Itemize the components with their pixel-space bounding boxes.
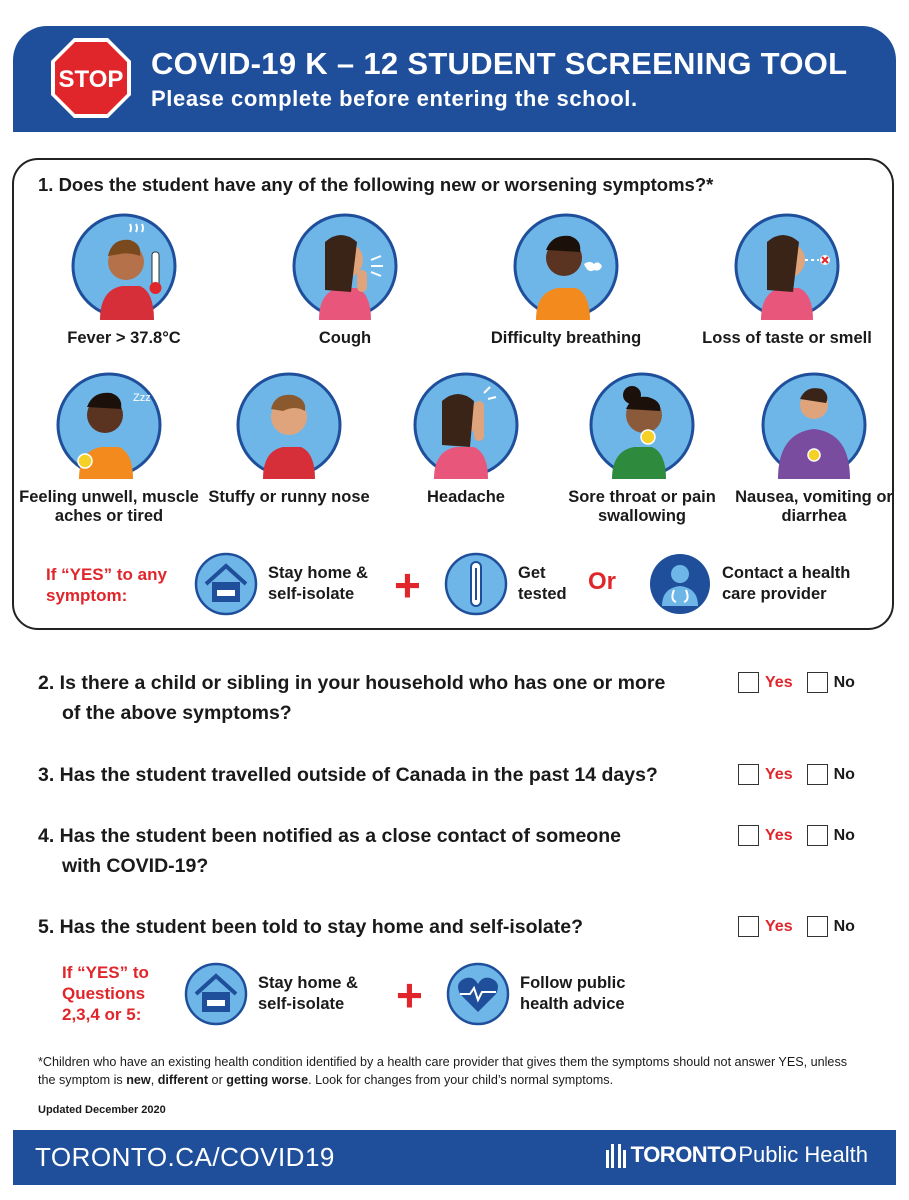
plus-sign: + xyxy=(396,969,423,1021)
question-2 xyxy=(38,668,728,728)
toronto-public-health-logo xyxy=(605,1142,868,1168)
page-subtitle: Please complete before entering the school. xyxy=(151,86,638,111)
or-label: Or xyxy=(588,568,617,595)
header-banner xyxy=(13,26,896,132)
footer-url[interactable]: TORONTO.CA/COVID19 xyxy=(35,1142,335,1172)
no-label: No xyxy=(833,826,855,844)
footnote-text: or xyxy=(208,1073,227,1087)
stop-sign-icon xyxy=(49,36,133,120)
symptom-label: Stuffy or runny nose xyxy=(208,488,370,506)
symptom-unwell xyxy=(9,371,209,526)
loss-of-taste-icon xyxy=(733,212,841,320)
question-1-box xyxy=(12,158,894,630)
logo-public-health: Public Health xyxy=(738,1142,868,1167)
yes-checkbox[interactable] xyxy=(738,672,759,693)
symptom-runny-nose xyxy=(189,371,389,507)
footnote xyxy=(38,1053,868,1089)
city-hall-icon xyxy=(605,1142,627,1168)
footer-banner xyxy=(13,1130,896,1185)
plus-sign: + xyxy=(394,559,421,611)
nausea-icon xyxy=(760,371,868,479)
symptom-label: Loss of taste or smell xyxy=(702,329,872,347)
yes-label: Yes xyxy=(765,765,793,783)
symptom-label: Cough xyxy=(318,329,372,347)
headache-icon xyxy=(412,371,520,479)
action-stay-home-2 xyxy=(184,962,383,1026)
footnote-emphasis: new xyxy=(126,1073,151,1087)
cough-icon xyxy=(291,212,399,320)
yes-checkbox[interactable] xyxy=(738,916,759,937)
answer-group-q3 xyxy=(738,764,855,785)
question-5 xyxy=(38,912,728,942)
symptom-cough xyxy=(245,212,445,348)
if-yes-symptom-label: If “YES” to any symptom: xyxy=(46,565,167,605)
stop-sign-text: STOP xyxy=(58,66,124,93)
footnote-emphasis: getting worse xyxy=(226,1073,309,1087)
action-label: Follow public health advice xyxy=(520,974,626,1013)
house-icon xyxy=(194,552,258,616)
svg-text:Zzz: Zzz xyxy=(133,392,151,404)
yes-label: Yes xyxy=(765,673,793,691)
symptom-difficulty-breathing xyxy=(466,212,666,348)
house-icon xyxy=(184,962,248,1026)
doctor-icon xyxy=(648,552,712,616)
symptom-headache xyxy=(366,371,566,507)
symptom-label: Difficulty breathing xyxy=(490,329,642,347)
question-1-text: 1. Does the student have any of the following new or worsening symptoms?* xyxy=(38,174,714,195)
symptom-loss-of-taste xyxy=(687,212,887,348)
question-text-continued: of the above symptoms? xyxy=(62,702,292,724)
question-text: 5. Has the student been told to stay home and self-isolate? xyxy=(38,916,584,938)
action-label: Contact a health care provider xyxy=(722,564,851,603)
unwell-icon xyxy=(55,371,163,479)
question-text-continued: with COVID-19? xyxy=(62,855,209,877)
question-text: 4. Has the student been notified as a close contact of someone xyxy=(38,825,621,847)
question-text: 3. Has the student travelled outside of Canada in the past 14 days? xyxy=(38,764,658,786)
footnote-text: , xyxy=(150,1073,158,1087)
if-yes-questions-label: If “YES” to Questions 2,3,4 or 5: xyxy=(62,963,149,1024)
logo-toronto: TORONTO xyxy=(630,1142,737,1167)
action-label: Get tested xyxy=(518,564,567,603)
question-4 xyxy=(38,821,728,881)
no-label: No xyxy=(833,917,855,935)
question-3 xyxy=(38,760,728,790)
no-checkbox[interactable] xyxy=(807,672,828,693)
symptom-label: Headache xyxy=(427,488,505,506)
swab-test-icon xyxy=(444,552,508,616)
no-label: No xyxy=(833,673,855,691)
symptom-label: Nausea, vomiting or diarrhea xyxy=(735,488,893,525)
no-checkbox[interactable] xyxy=(807,764,828,785)
yes-checkbox[interactable] xyxy=(738,764,759,785)
action-stay-home xyxy=(194,552,388,616)
runny-nose-icon xyxy=(235,371,343,479)
difficulty-breathing-icon xyxy=(512,212,620,320)
symptom-sore-throat xyxy=(542,371,742,526)
answer-group-q4 xyxy=(738,825,855,846)
symptom-label: Feeling unwell, muscle aches or tired xyxy=(19,488,199,525)
footnote-emphasis: different xyxy=(157,1073,209,1087)
action-label: Stay home & self-isolate xyxy=(268,564,368,603)
page-title: COVID-19 K – 12 STUDENT SCREENING TOOL xyxy=(151,46,848,81)
updated-date: Updated December 2020 xyxy=(38,1104,166,1116)
action-get-tested xyxy=(444,552,578,616)
footnote-text: . Look for changes from your child’s normal symptoms. xyxy=(308,1073,614,1087)
no-checkbox[interactable] xyxy=(807,825,828,846)
question-text: 2. Is there a child or sibling in your household who has one or more xyxy=(38,672,666,694)
symptom-label: Fever > 37.8°C xyxy=(67,329,181,347)
footnote-text: *Children who have an existing health condition identified by a health care provider that gives them the symptoms should not answer YES, unless the symptom is xyxy=(38,1055,848,1087)
yes-label: Yes xyxy=(765,917,793,935)
symptom-fever xyxy=(24,212,224,348)
answer-group-q5 xyxy=(738,916,855,937)
action-follow-advice xyxy=(446,962,650,1026)
action-label: Stay home & self-isolate xyxy=(258,974,358,1013)
fever-icon xyxy=(70,212,178,320)
yes-label: Yes xyxy=(765,826,793,844)
answer-group-q2 xyxy=(738,672,855,693)
action-contact-provider xyxy=(648,552,872,616)
sore-throat-icon xyxy=(588,371,696,479)
symptom-label: Sore throat or pain swallowing xyxy=(568,488,716,525)
no-checkbox[interactable] xyxy=(807,916,828,937)
heart-icon xyxy=(446,962,510,1026)
no-label: No xyxy=(833,765,855,783)
yes-checkbox[interactable] xyxy=(738,825,759,846)
symptom-nausea xyxy=(714,371,909,526)
